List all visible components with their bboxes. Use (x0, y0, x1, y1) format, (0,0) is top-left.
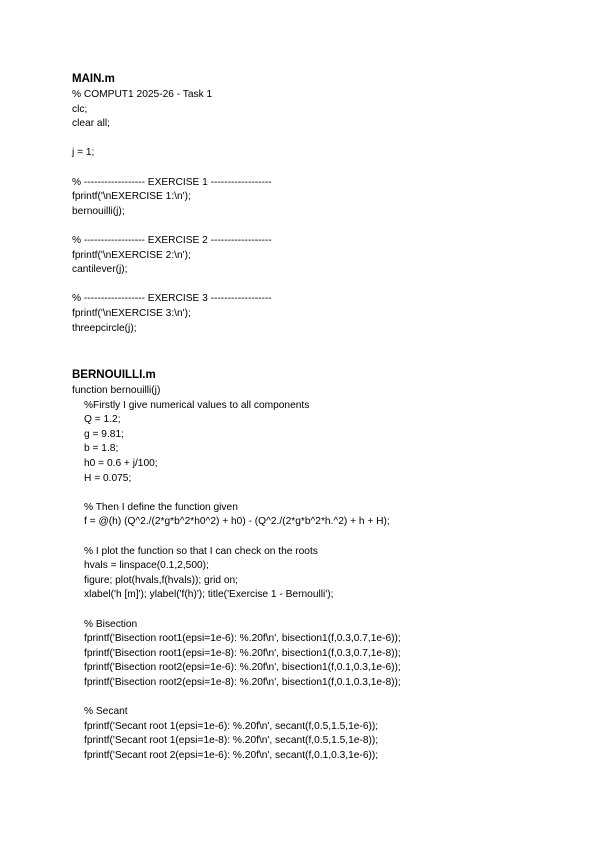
code-line: % ------------------ EXERCISE 2 ------------------ (72, 234, 272, 246)
code-line (72, 278, 272, 293)
code-line: figure; plot(hvals,f(hvals)); grid on; (84, 574, 239, 586)
code-line: h0 = 0.6 + j/100; (84, 457, 158, 469)
code-line: % COMPUT1 2025-26 - Task 1 (72, 89, 213, 100)
code-line: fprintf('\nEXERCISE 1:\n'); (72, 191, 191, 203)
code-line (72, 161, 272, 176)
code-line: %Firstly I give numerical values to all components (84, 399, 310, 411)
code-line: hvals = linspace(0.1,2,500); (84, 560, 209, 572)
code-line: fprintf('Bisection root2(epsi=1e-8): %.20f\n', bisection1(f,0.1,0.3,1e-8)); (84, 676, 401, 688)
code-line: fprintf('\nEXERCISE 3:\n'); (72, 307, 191, 319)
main-code-block (72, 88, 272, 336)
code-line: g = 9.81; (84, 428, 124, 440)
code-line: fprintf('\nEXERCISE 2:\n'); (72, 249, 191, 261)
code-line: fprintf('Secant root 1(epsi=1e-8): %.20f\n', secant(f,0.5,1.5,1e-8)); (84, 735, 379, 747)
bernouilli-file-title: BERNOUILLI.m (72, 369, 156, 381)
bernouilli-file-section (72, 368, 401, 763)
code-line (72, 486, 401, 501)
bernouilli-code-block (72, 384, 401, 763)
code-line: fprintf('Bisection root1(epsi=1e-8): %.20f\n', bisection1(f,0.3,0.7,1e-8)); (84, 647, 401, 659)
code-line (72, 132, 272, 147)
code-line: % ------------------ EXERCISE 1 ------------------ (72, 176, 272, 188)
code-line: fprintf('Bisection root1(epsi=1e-6): %.20f\n', bisection1(f,0.3,0.7,1e-6)); (84, 633, 401, 645)
code-line: b = 1.8; (84, 443, 119, 455)
code-line (72, 530, 401, 545)
code-line: % ------------------ EXERCISE 3 ------------------ (72, 293, 272, 305)
code-line: cantilever(j); (72, 264, 128, 276)
code-line: xlabel('h [m]'); ylabel('f(h)'); title('Exercise 1 - Bernoulli'); (84, 589, 334, 601)
code-line: j = 1; (72, 147, 95, 159)
code-line: clear all; (72, 118, 110, 130)
code-line: f = @(h) (Q^2./(2*g*b^2*h0^2) + h0) - (Q^2./(2*g*b^2*h.^2) + h + H); (84, 516, 390, 528)
code-line: clc; (72, 103, 88, 115)
code-line: % Secant (84, 706, 128, 718)
code-line: % Then I define the function given (84, 501, 238, 513)
code-line (72, 690, 401, 705)
code-line: % I plot the function so that I can check on the roots (84, 545, 318, 557)
code-line: Q = 1.2; (84, 414, 121, 426)
code-line: fprintf('Secant root 1(epsi=1e-6): %.20f\n', secant(f,0.5,1.5,1e-6)); (84, 720, 379, 732)
code-line: function bernouilli(j) (72, 385, 161, 396)
code-line: bernouilli(j); (72, 205, 125, 217)
code-line: threepcircle(j); (72, 322, 137, 334)
main-file-section (72, 72, 272, 336)
code-line: H = 0.075; (84, 472, 132, 484)
main-file-title: MAIN.m (72, 73, 115, 85)
code-line: fprintf('Secant root 2(epsi=1e-6): %.20f\n', secant(f,0.1,0.3,1e-6)); (84, 749, 379, 761)
code-line (72, 603, 401, 618)
code-line: fprintf('Bisection root2(epsi=1e-6): %.20f\n', bisection1(f,0.1,0.3,1e-6)); (84, 662, 401, 674)
code-line (72, 219, 272, 234)
code-line: % Bisection (84, 618, 138, 630)
